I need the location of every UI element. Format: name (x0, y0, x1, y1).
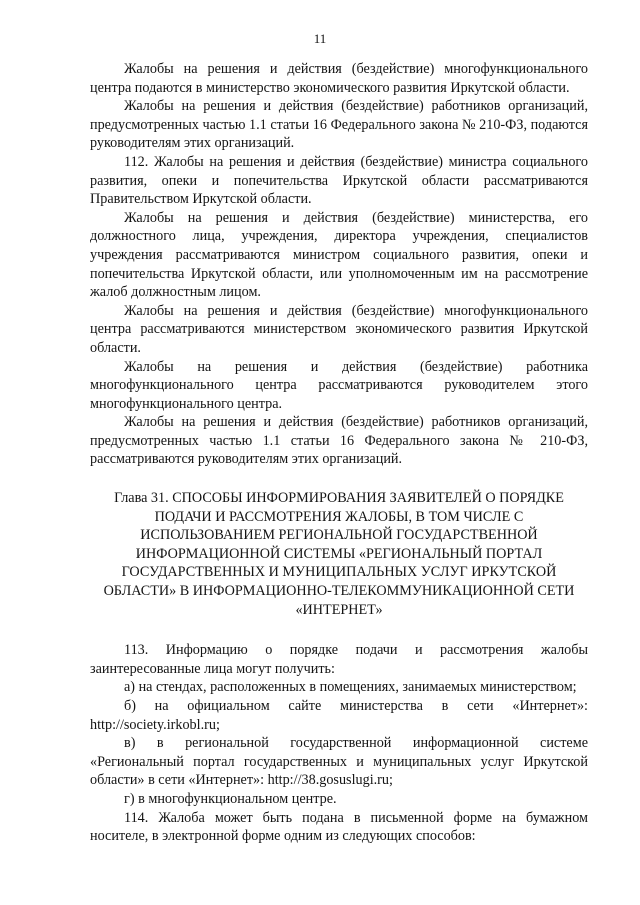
page-number: 11 (313, 31, 327, 46)
paragraph-complaints-organizations-filing: Жалобы на решения и действия (бездействие) работников организаций, предусмотренных частью 1.1 статьи 16 Федерального закона № 210-ФЗ, подаются руководителям этих организаций. (90, 98, 588, 152)
list-item-g-mfc: г) в многофункциональном центре. (124, 790, 337, 807)
chapter-31-heading: Глава 31. СПОСОБЫ ИНФОРМИРОВАНИЯ ЗАЯВИТЕЛЕЙ О ПОРЯДКЕ ПОДАЧИ И РАССМОТРЕНИЯ ЖАЛОБЫ, В ТОМ ЧИСЛЕ С ИСПОЛЬЗОВАНИЕМ РЕГИОНАЛЬНОЙ ГОСУДАРСТВЕННОЙ ИНФОРМАЦИОННОЙ СИСТЕМЫ «РЕГИОНАЛЬНЫЙ ПОРТАЛ ГОСУДАРСТВЕННЫХ И МУНИЦИПАЛЬНЫХ УСЛУГ ИРКУТСКОЙ ОБЛАСТИ» В ИНФОРМАЦИОННО-ТЕЛЕКОММУНИКАЦИОННОЙ СЕТИ «ИНТЕРНЕТ» (103, 490, 575, 618)
list-item-b-website: б) на официальном сайте министерства в сети «Интернет»: http://society.irkobl.ru; (90, 698, 588, 733)
paragraph-complaints-mfc-filing: Жалобы на решения и действия (бездействие) многофункционального центра подаются в министерство экономического развития Иркутской области. (90, 61, 588, 96)
paragraph-complaints-mfc-review: Жалобы на решения и действия (бездействие) многофункционального центра рассматриваются министерством экономического развития Иркутской области. (90, 302, 588, 356)
paragraph-complaints-ministry-review: Жалобы на решения и действия (бездействие) министерства, его должностного лица, учреждения, директора учреждения, специалистов учреждения рассматриваются министром социального развития, опеки и попечительства Иркутской области, или уполномоченным им на рассмотрение жалоб должностным лицом. (90, 209, 588, 301)
paragraph-complaints-organizations-review: Жалобы на решения и действия (бездействие) работников организаций, предусмотренных частью 1.1 статьи 16 Федерального закона № 210-ФЗ, рассматриваются руководителям этих организаций. (90, 414, 588, 468)
paragraph-113-intro: 113. Информацию о порядке подачи и рассмотрения жалобы заинтересованные лица могут получить: (90, 642, 588, 677)
list-item-v-regional-portal: в) в региональной государственной информационной системе «Региональный портал государственных и муниципальных услуг Иркутской области» в сети «Интернет»: http://38.gosuslugi.ru; (90, 735, 588, 789)
paragraph-112-minister: 112. Жалобы на решения и действия (бездействие) министра социального развития, опеки и попечительства Иркутской области рассматриваются Правительством Иркутской области. (90, 153, 588, 208)
paragraph-complaints-mfc-worker-review: Жалобы на решения и действия (бездействие) работника многофункционального центра рассматриваются руководителем этого многофункционального центра. (90, 358, 588, 412)
document-body (90, 60, 588, 846)
list-item-a-stands: а) на стендах, расположенных в помещениях, занимаемых министерством; (124, 679, 577, 696)
paragraph-114-submission: 114. Жалоба может быть подана в письменной форме на бумажном носителе, в электронной форме одним из следующих способов: (90, 809, 588, 845)
